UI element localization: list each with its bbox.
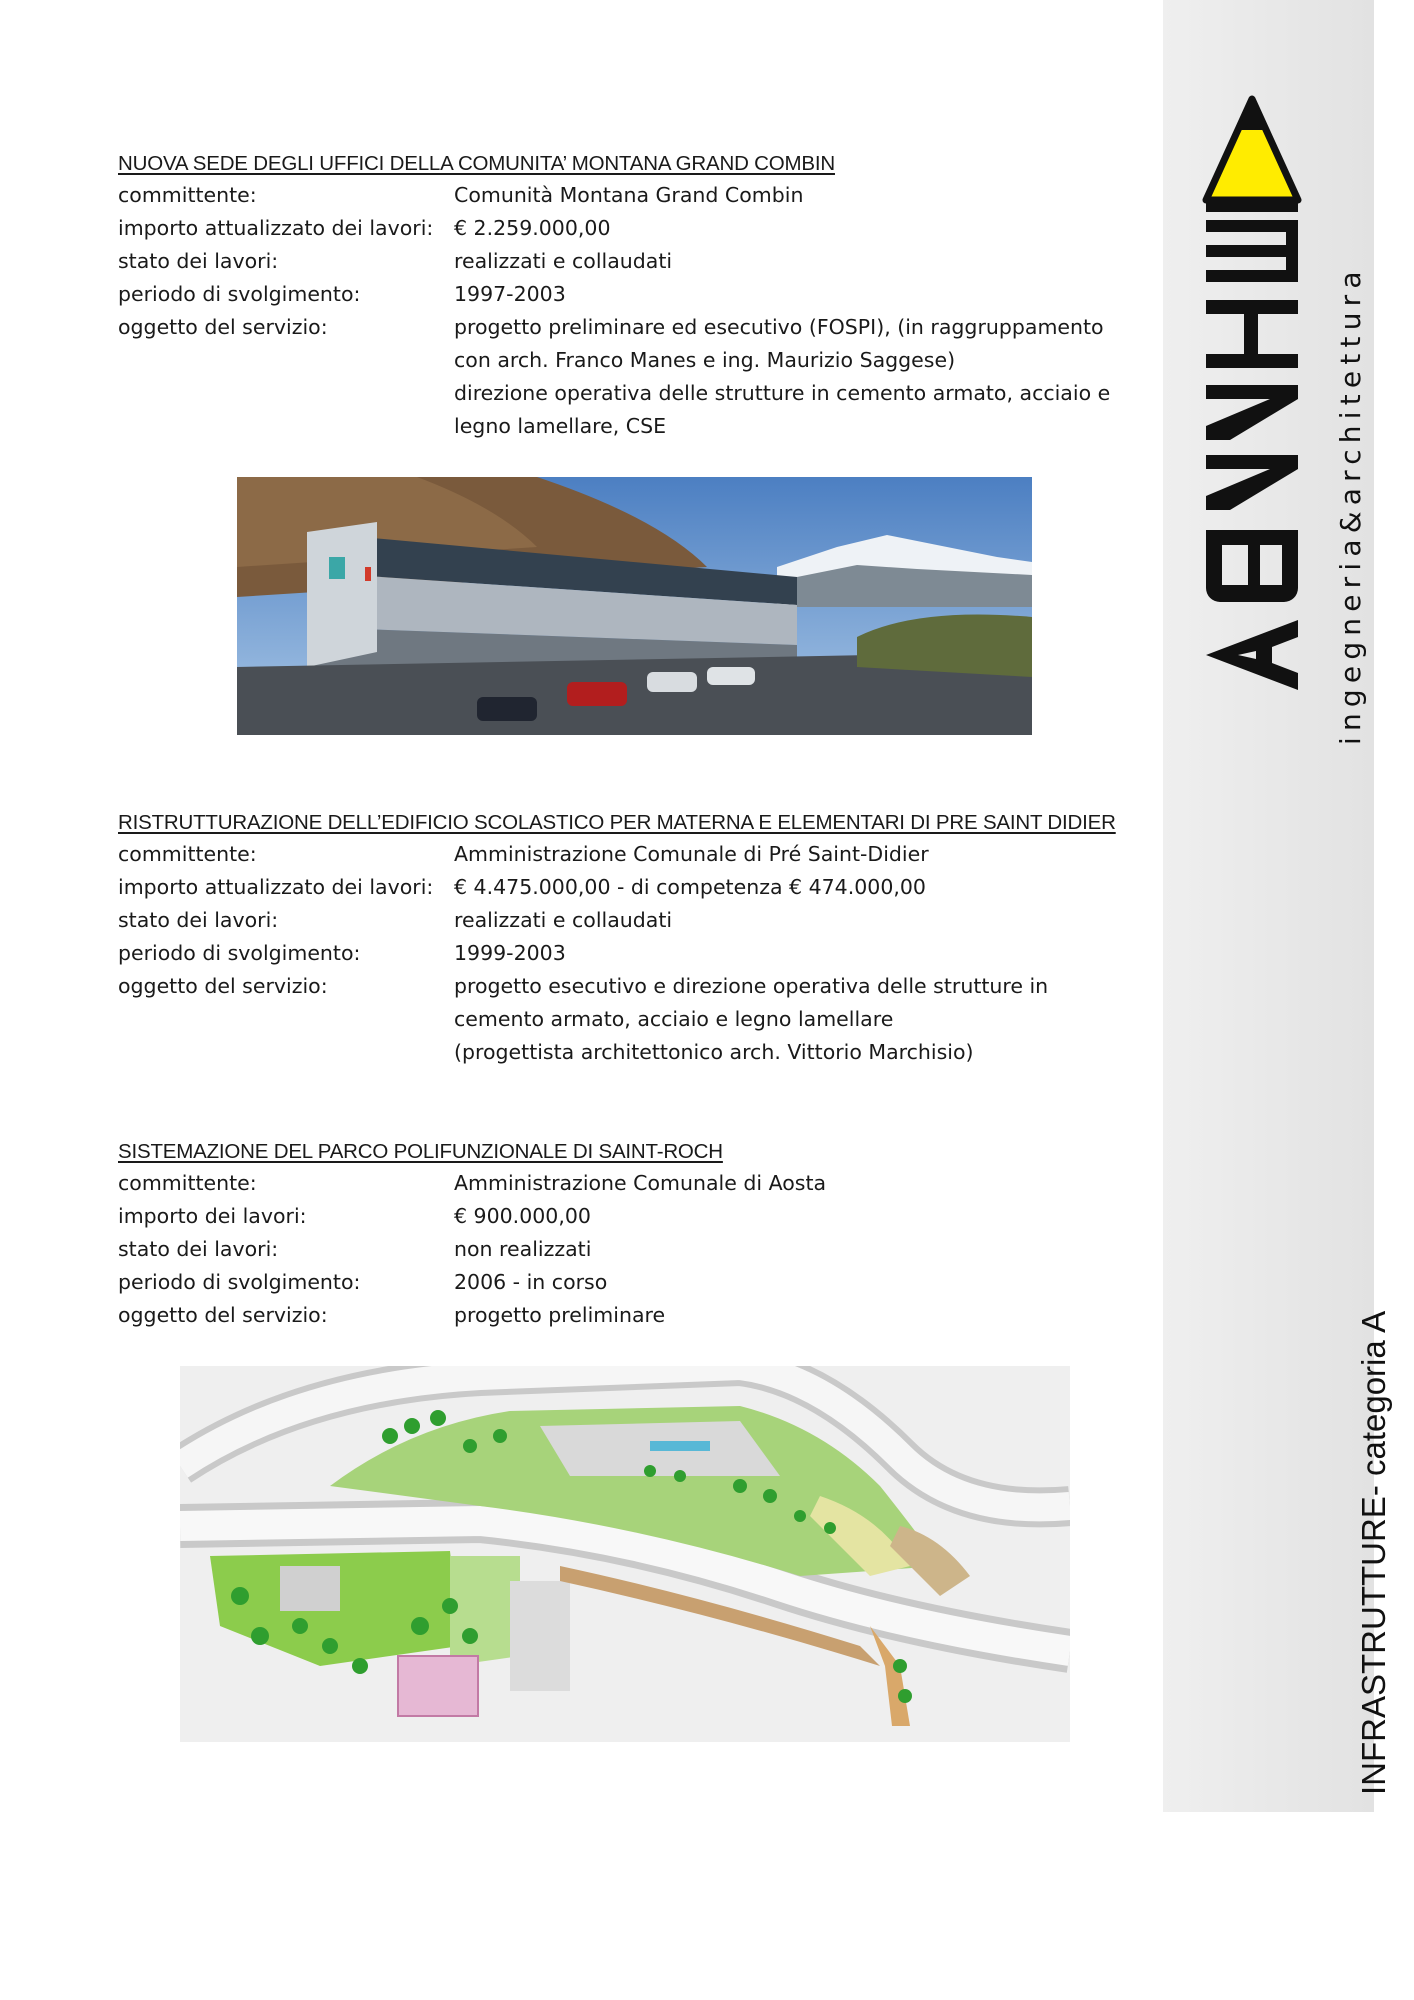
field-label: stato dei lavori: [118, 249, 279, 273]
info-row-periodo [118, 278, 1158, 311]
field-label: periodo di svolgimento: [118, 1270, 361, 1294]
field-label: committente: [118, 842, 257, 866]
info-row-committente [118, 838, 1158, 871]
project-2 [118, 811, 1158, 1069]
info-row-importo [118, 212, 1158, 245]
field-value: € 2.259.000,00 [454, 216, 611, 240]
info-row-importo [118, 1200, 1158, 1233]
info-row-stato [118, 904, 1158, 937]
building-photo [237, 477, 1032, 735]
info-row-stato [118, 245, 1158, 278]
field-value: progetto preliminare ed esecutivo (FOSPI), (in raggruppamento con arch. Franco Manes e ing. Maurizio Saggese) direzione operativa delle strutture in cemento armato, acciaio e legno lamellare, CSE [454, 315, 1111, 438]
field-label: importo dei lavori: [118, 1204, 307, 1228]
field-value: Amministrazione Comunale di Pré Saint-Didier [454, 842, 929, 866]
info-row-stato [118, 1233, 1158, 1266]
field-value: realizzati e collaudati [454, 908, 673, 932]
info-row-importo [118, 871, 1158, 904]
info-row-oggetto [118, 311, 1158, 443]
field-value: € 900.000,00 [454, 1204, 591, 1228]
info-row-oggetto [118, 1299, 1158, 1332]
field-value: non realizzati [454, 1237, 592, 1261]
logo-lettering [1206, 220, 1298, 690]
field-label: committente: [118, 183, 257, 207]
project-title: SISTEMAZIONE DEL PARCO POLIFUNZIONALE DI SAINT-ROCH [118, 1140, 723, 1163]
field-value: Comunità Montana Grand Combin [454, 183, 804, 207]
field-label: periodo di svolgimento: [118, 941, 361, 965]
field-label: stato dei lavori: [118, 908, 279, 932]
field-label: oggetto del servizio: [118, 974, 328, 998]
field-value: Amministrazione Comunale di Aosta [454, 1171, 827, 1195]
field-value: progetto preliminare [454, 1303, 666, 1327]
field-label: oggetto del servizio: [118, 1303, 328, 1327]
field-label: stato dei lavori: [118, 1237, 279, 1261]
field-value: 2006 - in corso [454, 1270, 608, 1294]
field-label: importo attualizzato dei lavori: [118, 875, 434, 899]
field-label: importo attualizzato dei lavori: [118, 216, 434, 240]
park-site-plan [180, 1366, 1070, 1742]
project-3 [118, 1140, 1158, 1332]
field-label: oggetto del servizio: [118, 315, 328, 339]
category-label: INFRASTRUTTURE- categoria A [1355, 1310, 1392, 1795]
field-value: € 4.475.000,00 - di competenza € 474.000,00 [454, 875, 926, 899]
project-title: NUOVA SEDE DEGLI UFFICI DELLA COMUNITA’ MONTANA GRAND COMBIN [118, 152, 835, 175]
pencil-icon [1206, 99, 1298, 212]
project-title: RISTRUTTURAZIONE DELL’EDIFICIO SCOLASTICO PER MATERNA E ELEMENTARI DI PRE SAINT DIDIER [118, 811, 1116, 834]
field-value: 1999-2003 [454, 941, 566, 965]
field-value: progetto esecutivo e direzione operativa delle strutture in cemento armato, acciaio e legno lamellare (progettista architettonico arch. Vittorio Marchisio) [454, 974, 1049, 1064]
logo-tagline: ingegneria&architettura [1334, 265, 1367, 745]
project-1 [118, 152, 1158, 443]
info-row-periodo [118, 937, 1158, 970]
info-row-committente [118, 1167, 1158, 1200]
field-label: committente: [118, 1171, 257, 1195]
field-value: 1997-2003 [454, 282, 566, 306]
field-label: periodo di svolgimento: [118, 282, 361, 306]
info-row-committente [118, 179, 1158, 212]
info-row-periodo [118, 1266, 1158, 1299]
pencil-logo [1200, 95, 1370, 760]
info-row-oggetto [118, 970, 1158, 1069]
field-value: realizzati e collaudati [454, 249, 673, 273]
